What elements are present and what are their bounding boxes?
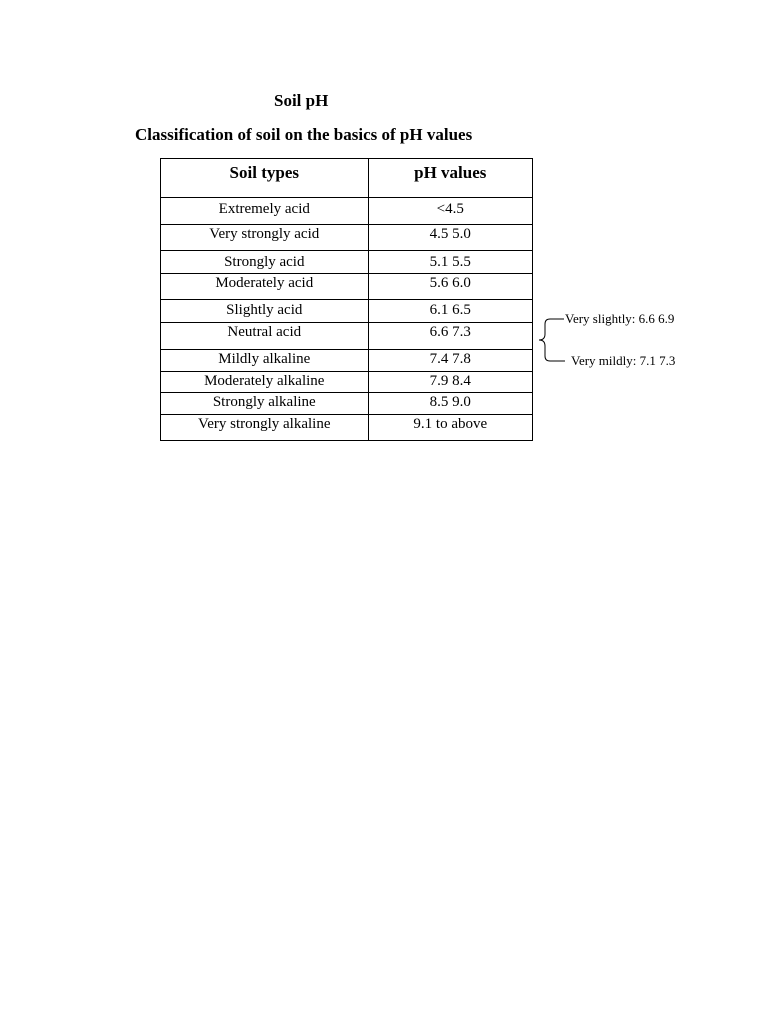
table-row	[161, 350, 533, 372]
ph-value-cell: 5.6 6.0	[368, 274, 532, 300]
table-row	[161, 323, 533, 350]
soil-type-cell: Extremely acid	[161, 198, 369, 225]
ph-value-cell: 8.5 9.0	[368, 393, 532, 415]
soil-type-cell: Very strongly alkaline	[161, 415, 369, 441]
soil-ph-table	[160, 158, 533, 441]
table-row	[161, 300, 533, 323]
table-row	[161, 415, 533, 441]
ph-value-cell: 7.9 8.4	[368, 372, 532, 393]
curly-brace-connector	[528, 312, 568, 366]
table-caption: Classification of soil on the basics of pH values	[135, 125, 473, 144]
table-row	[161, 372, 533, 393]
table-row	[161, 393, 533, 415]
header-ph-values: pH values	[368, 159, 532, 198]
soil-type-cell: Moderately alkaline	[161, 372, 369, 393]
very-slightly-note: Very slightly: 6.6 6.9	[565, 311, 675, 326]
ph-value-cell: 5.1 5.5	[368, 251, 532, 274]
soil-type-cell: Moderately acid	[161, 274, 369, 300]
soil-type-cell: Slightly acid	[161, 300, 369, 323]
ph-value-cell: 9.1 to above	[368, 415, 532, 441]
ph-value-cell: 6.6 7.3	[368, 323, 532, 350]
soil-type-cell: Neutral acid	[161, 323, 369, 350]
header-soil-types: Soil types	[161, 159, 369, 198]
table-row	[161, 274, 533, 300]
table-row	[161, 225, 533, 251]
table-row	[161, 251, 533, 274]
ph-value-cell: 4.5 5.0	[368, 225, 532, 251]
soil-type-cell: Strongly acid	[161, 251, 369, 274]
page-title: Soil pH	[274, 91, 329, 110]
ph-value-cell: <4.5	[368, 198, 532, 225]
soil-type-cell: Very strongly acid	[161, 225, 369, 251]
ph-value-cell: 7.4 7.8	[368, 350, 532, 372]
table-row	[161, 198, 533, 225]
table-header-row	[161, 159, 533, 198]
ph-value-cell: 6.1 6.5	[368, 300, 532, 323]
very-mildly-note: Very mildly: 7.1 7.3	[571, 353, 676, 368]
soil-type-cell: Mildly alkaline	[161, 350, 369, 372]
soil-type-cell: Strongly alkaline	[161, 393, 369, 415]
